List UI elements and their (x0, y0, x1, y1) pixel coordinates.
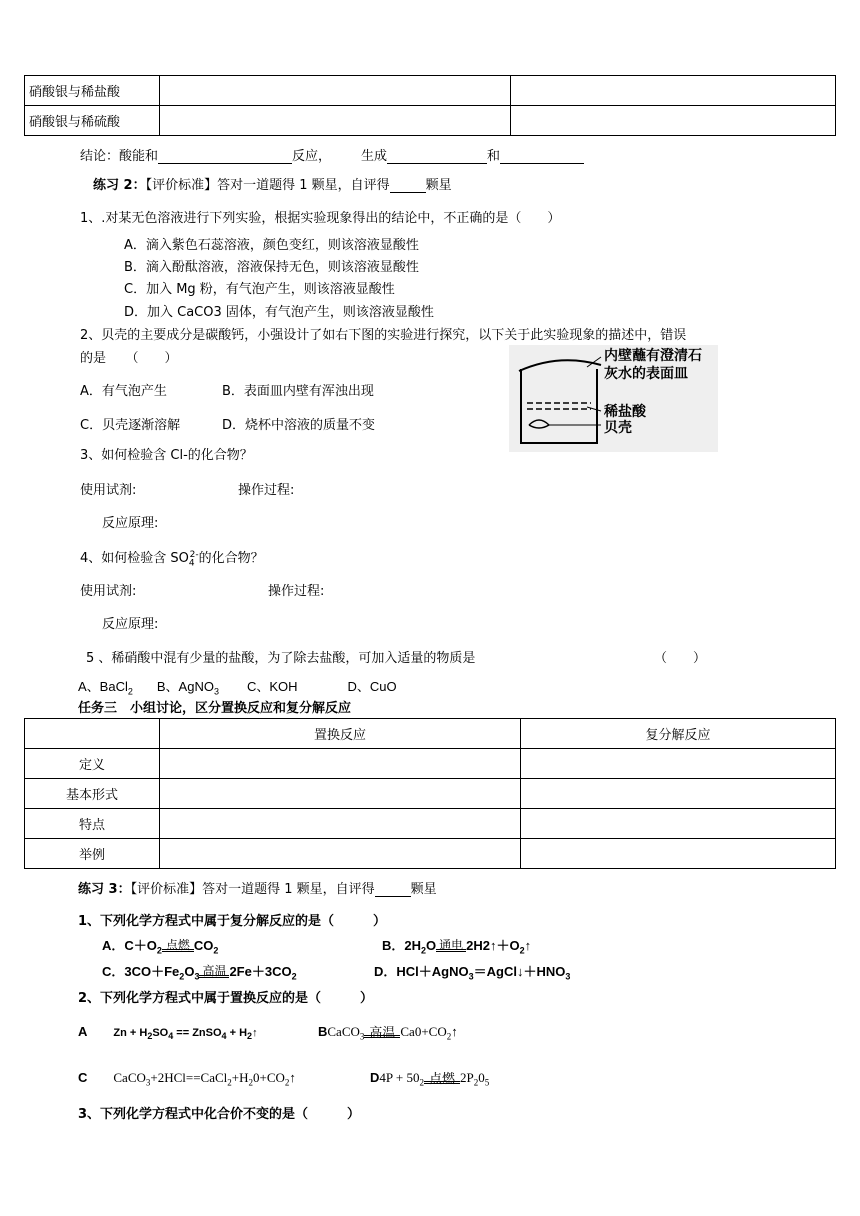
condition-label: 点燃 (165, 937, 190, 952)
exercise-title: 练习 3： (78, 882, 131, 897)
figure-label: 灰水的表面皿 (604, 366, 688, 382)
figure-label: 稀盐酸 (604, 404, 646, 420)
question-4-principle: 反应原理: (102, 617, 159, 632)
problem-2-option-a[interactable]: A $Zn + H_2SO_4$ == ZnSO$_4$ + $H_2↑$ (78, 1024, 258, 1042)
question-1-option-a[interactable]: A．滴入紫色石蕊溶液，颜色变红，则该溶液显酸性 (124, 238, 419, 253)
question-4-operation: 操作过程: (268, 584, 325, 599)
exercise-suffix: 颗星 (425, 178, 452, 193)
table-cell[interactable] (521, 779, 836, 809)
blank[interactable] (387, 149, 487, 164)
blank[interactable] (390, 178, 426, 193)
question-3-operation: 操作过程: (238, 483, 295, 498)
experiment-figure (509, 345, 718, 452)
problem-1-stem: 1、下列化学方程式中属于复分解反应的是（ ） (78, 914, 387, 929)
question-2-option-d[interactable]: D．烧杯中溶液的质量不变 (222, 418, 376, 433)
table-row (25, 749, 836, 779)
table-cell[interactable] (160, 839, 521, 869)
table-cell[interactable] (160, 809, 521, 839)
table-cell[interactable] (160, 779, 521, 809)
superscript: 2- (189, 549, 199, 560)
table-cell[interactable] (521, 809, 836, 839)
stem-text: 的化合物？ (198, 551, 264, 566)
question-5-stem: 5 、稀硝酸中混有少量的盐酸，为了除去盐酸，可加入适量的物质是 (86, 651, 476, 666)
table-cell[interactable] (511, 106, 836, 136)
conclusion-text: 结论：酸能和 (80, 149, 159, 164)
problem-2-stem: 2、下列化学方程式中属于置换反应的是（ ） (78, 991, 374, 1006)
problem-1-option-c[interactable]: C．$3CO+Fe_2O_3$ 高温 $2Fe+3CO_2$ (102, 963, 297, 982)
table-cell[interactable] (160, 76, 511, 106)
task-3-title: 任务三 小组讨论，区分置换反应和复分解反应 (78, 701, 352, 716)
table-header: 复分解反应 (521, 719, 836, 749)
conclusion-line (80, 145, 584, 164)
question-1-option-c[interactable]: C．加入 Mg 粉，有气泡产生，则该溶液显酸性 (124, 282, 395, 297)
table-cell: 硝酸银与稀盐酸 (25, 76, 160, 106)
blank[interactable] (500, 149, 584, 164)
problem-2-option-d[interactable]: $D4P + 50_2$ 点燃 $2P_20_5$ (370, 1070, 489, 1088)
table-header (25, 719, 160, 749)
table-cell: 基本形式 (25, 779, 160, 809)
table-row (25, 839, 836, 869)
reaction-table (24, 75, 836, 136)
table-cell[interactable] (160, 106, 511, 136)
blank[interactable] (158, 149, 292, 164)
figure-label: 贝壳 (604, 420, 632, 436)
problem-1-option-b[interactable]: B．$2H_2O$ 通电 $2H2↑+O_2↑$ (382, 937, 532, 956)
blank[interactable] (375, 882, 411, 897)
option-d[interactable]: D、CuO (347, 679, 397, 694)
table-cell[interactable] (521, 749, 836, 779)
option-c[interactable]: C、KOH (246, 679, 298, 694)
option-a[interactable]: A、BaCl$_2$ (78, 679, 133, 697)
exercise-title: 练习 2： (93, 178, 146, 193)
table-row (25, 779, 836, 809)
exercise-suffix: 颗星 (410, 882, 437, 897)
problem-2-option-b[interactable]: BCaCO$_3$ 高温 $Ca0+CO_2↑$ (318, 1024, 458, 1042)
table-cell: 定义 (25, 749, 160, 779)
condition-label: 高温 (202, 963, 227, 978)
figure-label: 内壁蘸有澄清石 (604, 348, 702, 364)
conclusion-text: 反应， (292, 149, 332, 164)
problem-2-option-c[interactable]: C $CaCO_3+2HCl==CaCl_2+H_20+CO_2↑$ (78, 1070, 296, 1088)
exercise-3-header (78, 878, 437, 897)
question-3-reagent: 使用试剂: (80, 483, 137, 498)
question-1-option-d[interactable]: D．加入 CaCO3 固体，有气泡产生，则该溶液显酸性 (124, 305, 434, 320)
question-5-options (78, 676, 397, 697)
question-2-stem: 2、贝壳的主要成分是碳酸钙，小强设计了如右下图的实验进行探究，以下关于此实验现象的描述中，错误 (80, 328, 687, 343)
exercise-rule: 【评价标准】答对一道题得 1 颗星，自评得 (145, 178, 390, 193)
condition-label: 点燃 (428, 1070, 455, 1086)
question-1-option-b[interactable]: B．滴入酚酞溶液，溶液保持无色，则该溶液显酸性 (124, 260, 419, 275)
comparison-table (24, 718, 836, 869)
table-row (25, 106, 836, 136)
question-3-stem: 3、如何检验含 Cl-的化合物？ (80, 448, 253, 463)
table-cell[interactable] (521, 839, 836, 869)
exercise-rule: 【评价标准】答对一道题得 1 颗星，自评得 (130, 882, 375, 897)
question-4-stem (80, 547, 264, 569)
condition-label: 通电 (439, 937, 464, 952)
table-row (25, 76, 836, 106)
question-2-stem-cont: 的是 （ ） (80, 351, 178, 366)
conclusion-text: 生成 (361, 149, 388, 164)
table-cell: 特点 (25, 809, 160, 839)
question-2-option-c[interactable]: C．贝壳逐渐溶解 (80, 418, 181, 433)
conclusion-text: 和 (487, 149, 501, 164)
table-header: 置换反应 (160, 719, 521, 749)
question-1-stem: 1、.对某无色溶液进行下列实验，根据实验现象得出的结论中，不正确的是（ ） (80, 211, 561, 226)
question-2-option-b[interactable]: B．表面皿内壁有浑浊出现 (222, 384, 374, 399)
problem-1-option-a[interactable]: A．$C+O_2$ 点燃 $CO_2$ (102, 937, 219, 956)
question-3-principle: 反应原理: (102, 516, 159, 531)
exercise-2-header (93, 174, 452, 193)
question-2-option-a[interactable]: A．有气泡产生 (80, 384, 167, 399)
subscript: 4 (188, 558, 195, 569)
problem-1-option-d[interactable]: D．$HCl+AgNO_3=AgCl↓+HNO_3$ (374, 964, 571, 982)
option-b[interactable]: B、AgNO$_3$ (156, 679, 219, 697)
question-5-answer-paren[interactable]: （ ） (654, 651, 707, 666)
table-cell: 举例 (25, 839, 160, 869)
question-4-reagent: 使用试剂: (80, 584, 137, 599)
condition-label: 高温 (369, 1024, 396, 1040)
table-cell[interactable] (511, 76, 836, 106)
table-row (25, 809, 836, 839)
table-cell[interactable] (160, 749, 521, 779)
table-header-row (25, 719, 836, 749)
table-cell: 硝酸银与稀硫酸 (25, 106, 160, 136)
problem-3-stem: 3、下列化学方程式中化合价不变的是（ ） (78, 1107, 361, 1122)
stem-text: 4、如何检验含 SO (80, 551, 189, 566)
